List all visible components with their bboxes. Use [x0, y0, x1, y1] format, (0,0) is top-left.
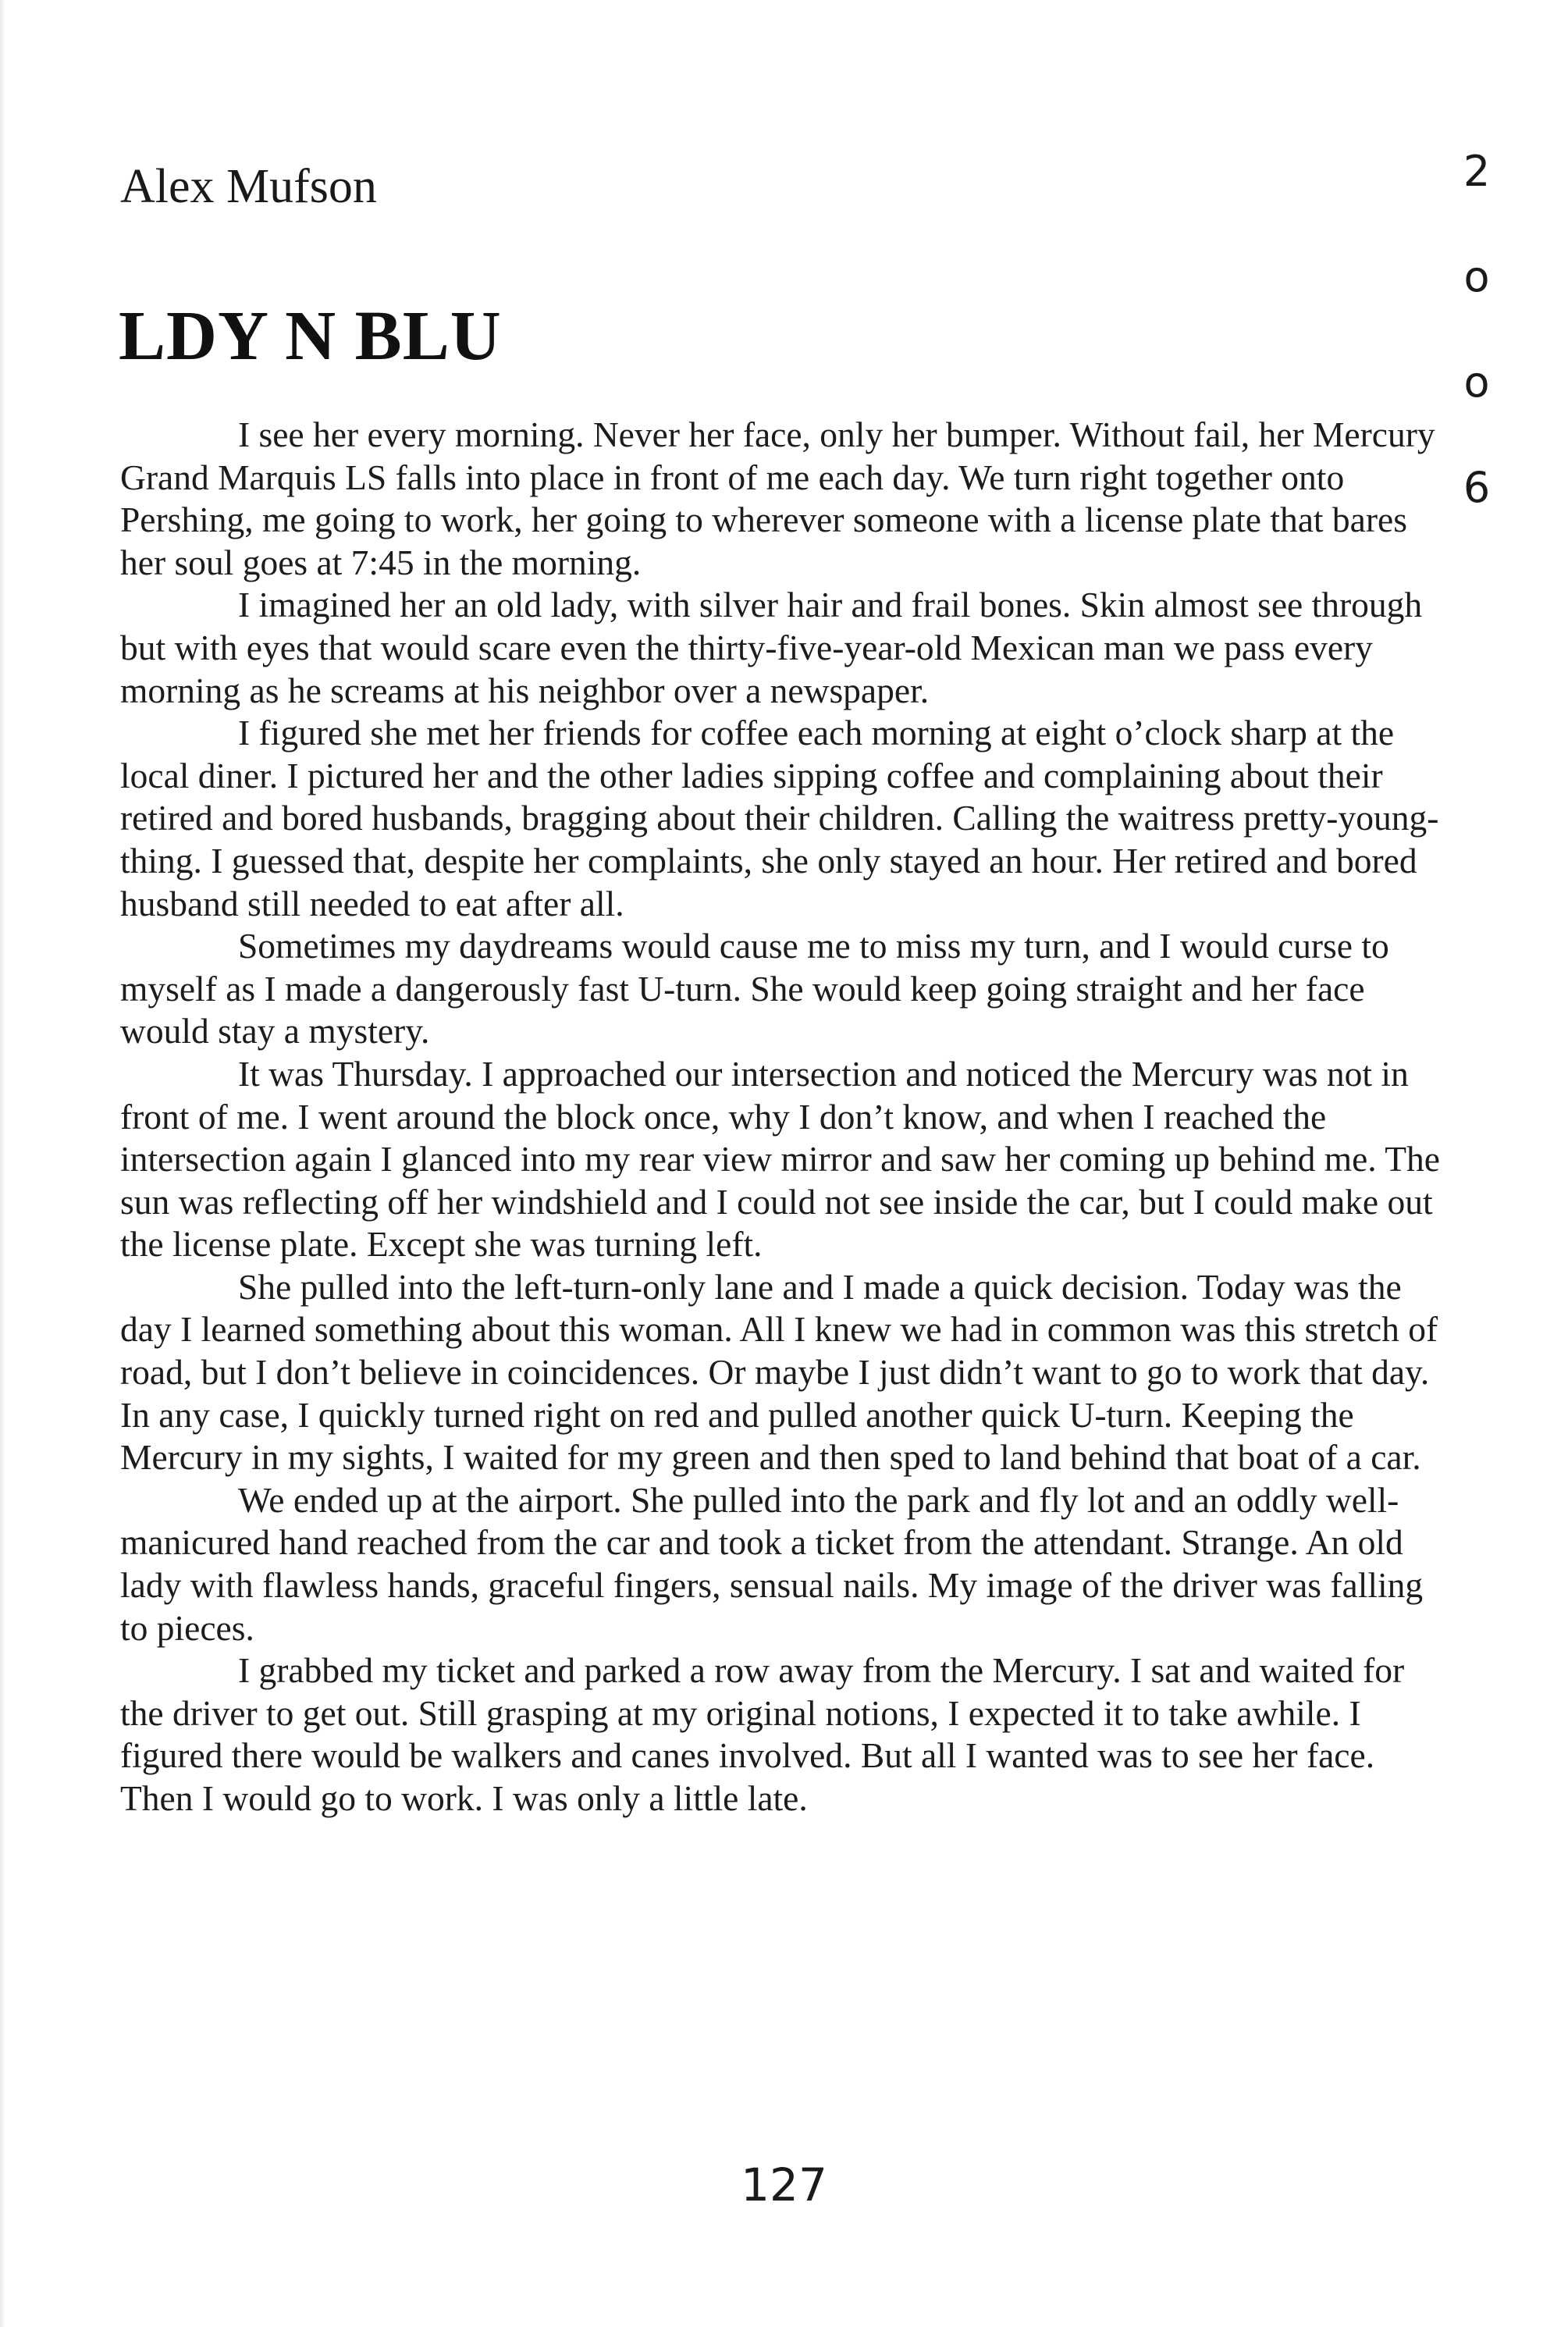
paragraph-1: I see her every morning. Never her face, only her bumper. Without fail, her Mercury Grand Marquis LS falls into place in front of me each day. We turn right together onto Pershing, me going to work, her going to wherever someone with a license plate that bares her soul goes at 7:45 in the morning. — [120, 415, 1435, 582]
paragraph-8: I grabbed my ticket and parked a row away from the Mercury. I sat and waited for the driver to get out. Still grasping at my original notions, I expected it to take awhile. I figured there would be walkers and canes involved. But all I wanted was to see her face. Then I would go to work. I was only a little late. — [120, 1650, 1405, 1818]
paragraph-7: We ended up at the airport. She pulled into the park and fly lot and an oddly well-manicured hand reached from the car and took a ticket from the attendant. Strange. An old lady with flawless hands, graceful fingers, sensual nails. My image of the driver was falling to pieces. — [120, 1479, 1424, 1648]
year-digit-1: 2 — [1463, 147, 1491, 196]
year-digit-2: o — [1463, 252, 1490, 301]
story-body — [120, 414, 1447, 1820]
year-digit-3: o — [1463, 358, 1490, 407]
paragraph-4: Sometimes my daydreams would cause me to miss my turn, and I would curse to myself as I made a dangerously fast U-turn. She would keep going straight and her face would stay a mystery. — [120, 926, 1389, 1051]
story-title: LDY N BLU — [119, 297, 502, 375]
author-name: Alex Mufson — [120, 160, 377, 213]
paragraph-6: She pulled into the left-turn-only lane and I made a quick decision. Today was the day I learned something about this woman. All I knew we had in common was this stretch of road, but I don’t believe in coincidences. Or maybe I just didn’t want to go to work that day. In any case, I quickly turned right on red and pulled another quick U-turn. Keeping the Mercury in my sights, I waited for my green and then sped to land behind that boat of a car. — [120, 1266, 1438, 1478]
paragraph-3: I figured she met her friends for coffee each morning at eight o’clock sharp at the local diner. I pictured her and the other ladies sipping coffee and complaining about their retired and bored husbands, bragging about their children. Calling the waitress pretty-young-thing. I guessed that, despite her complaints, she only stayed an hour. Her retired and bored husband still needed to eat after all. — [120, 713, 1439, 923]
margin-year — [1453, 148, 1500, 570]
paragraph-5: It was Thursday. I approached our intersection and noticed the Mercury was not in front of me. I went around the block once, why I don’t know, and when I reached the intersection again I glanced into my rear view mirror and saw her coming up behind me. The sun was reflecting off her windshield and I could not see inside the car, but I could make out the license plate. Except she was turning left. — [120, 1053, 1440, 1265]
page-spine-shadow — [0, 0, 5, 2327]
year-digit-4: 6 — [1463, 463, 1491, 512]
page-number: 127 — [741, 2158, 827, 2211]
paragraph-2: I imagined her an old lady, with silver hair and frail bones. Skin almost see through but with eyes that would scare even the thirty-five-year-old Mexican man we pass every morning as he screams at his neighbor over a newspaper. — [120, 585, 1423, 710]
